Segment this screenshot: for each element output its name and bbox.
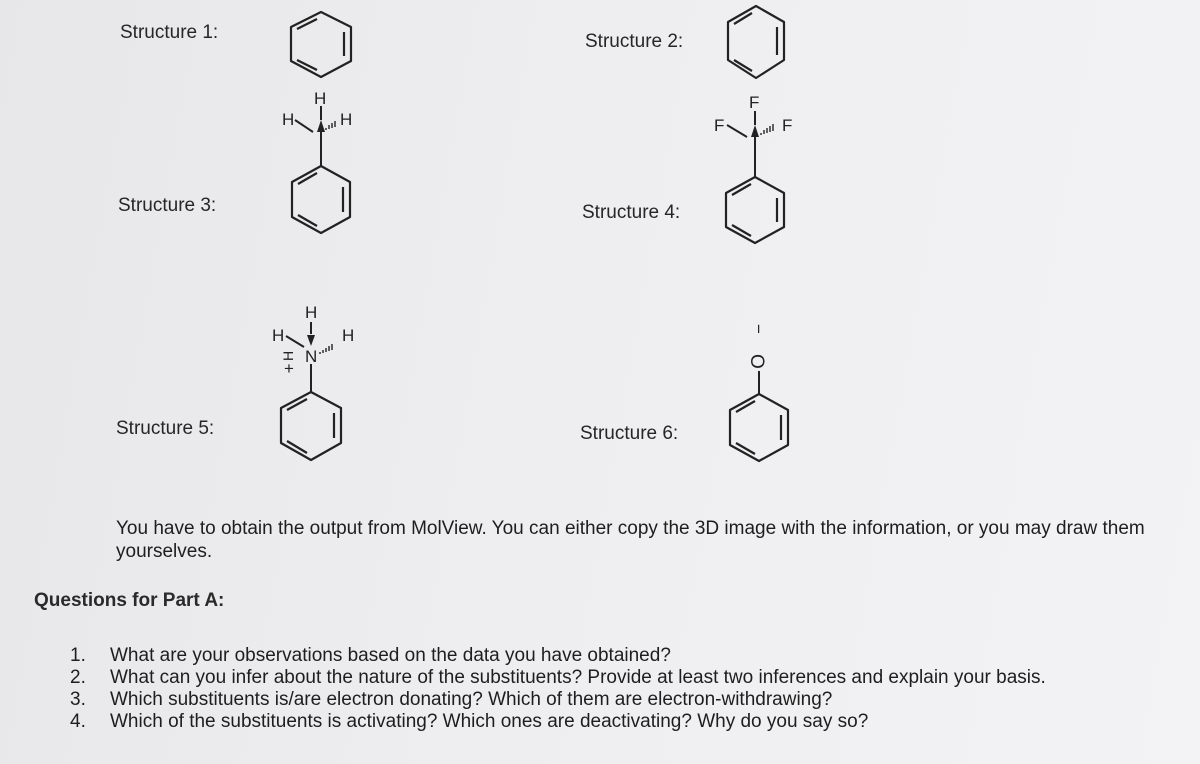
structure-2-benzene	[715, 0, 797, 86]
question-text: What can you infer about the nature of the substituents? Provide at least two inferences and explain your basis.	[110, 667, 1046, 688]
instructions-paragraph: You have to obtain the output from MolView. You can either copy the 3D image with the information, or you may draw them yourselves.	[116, 518, 1145, 562]
structure-2-label: Structure 2:	[585, 31, 684, 52]
structure-3-label: Structure 3:	[118, 195, 217, 216]
structure-3-methylbenzene	[270, 84, 370, 244]
question-text: Which substituents is/are electron donating? Which of them are electron-withdrawing?	[110, 689, 833, 710]
s6-oxygen: O	[746, 354, 767, 369]
structure-6-phenoxide	[718, 315, 808, 480]
questions-list	[70, 645, 1046, 733]
s5-positive-charge: +	[284, 359, 294, 378]
s3-right-h: H	[340, 110, 353, 129]
s4-right-f: F	[782, 116, 793, 135]
question-item	[70, 667, 1046, 689]
s4-left-f: F	[714, 116, 725, 135]
structure-5-label: Structure 5:	[116, 418, 215, 439]
question-number: 3.	[70, 689, 86, 710]
question-number: 1.	[70, 645, 86, 666]
s5-left-h: H	[272, 326, 285, 345]
s3-left-h: H	[282, 110, 295, 129]
question-number: 4.	[70, 711, 86, 732]
structure-1-label: Structure 1:	[120, 22, 219, 43]
question-text: Which of the substituents is activating? Which ones are deactivating? Why do you say so?	[110, 711, 869, 732]
structure-5-anilinium	[262, 300, 372, 470]
s5-nitrogen: N	[305, 347, 318, 366]
s3-top-h: H	[314, 89, 327, 108]
question-item	[70, 711, 1046, 733]
question-text: What are your observations based on the data you have obtained?	[110, 645, 671, 666]
s6-negative-charge: −	[749, 324, 768, 334]
question-number: 2.	[70, 667, 86, 688]
s4-top-f: F	[749, 93, 760, 112]
structure-4-label: Structure 4:	[582, 202, 681, 223]
s5-right-h: H	[342, 326, 355, 345]
questions-heading: Questions for Part A:	[34, 590, 225, 611]
s5-left-low-h: H	[280, 350, 296, 361]
question-item	[70, 645, 1046, 667]
structure-6-label: Structure 6:	[580, 423, 679, 444]
structure-1-benzene	[280, 8, 362, 82]
structure-4-trifluoromethylbenzene	[700, 90, 810, 250]
question-item	[70, 689, 1046, 711]
s5-top-h: H	[305, 303, 318, 322]
